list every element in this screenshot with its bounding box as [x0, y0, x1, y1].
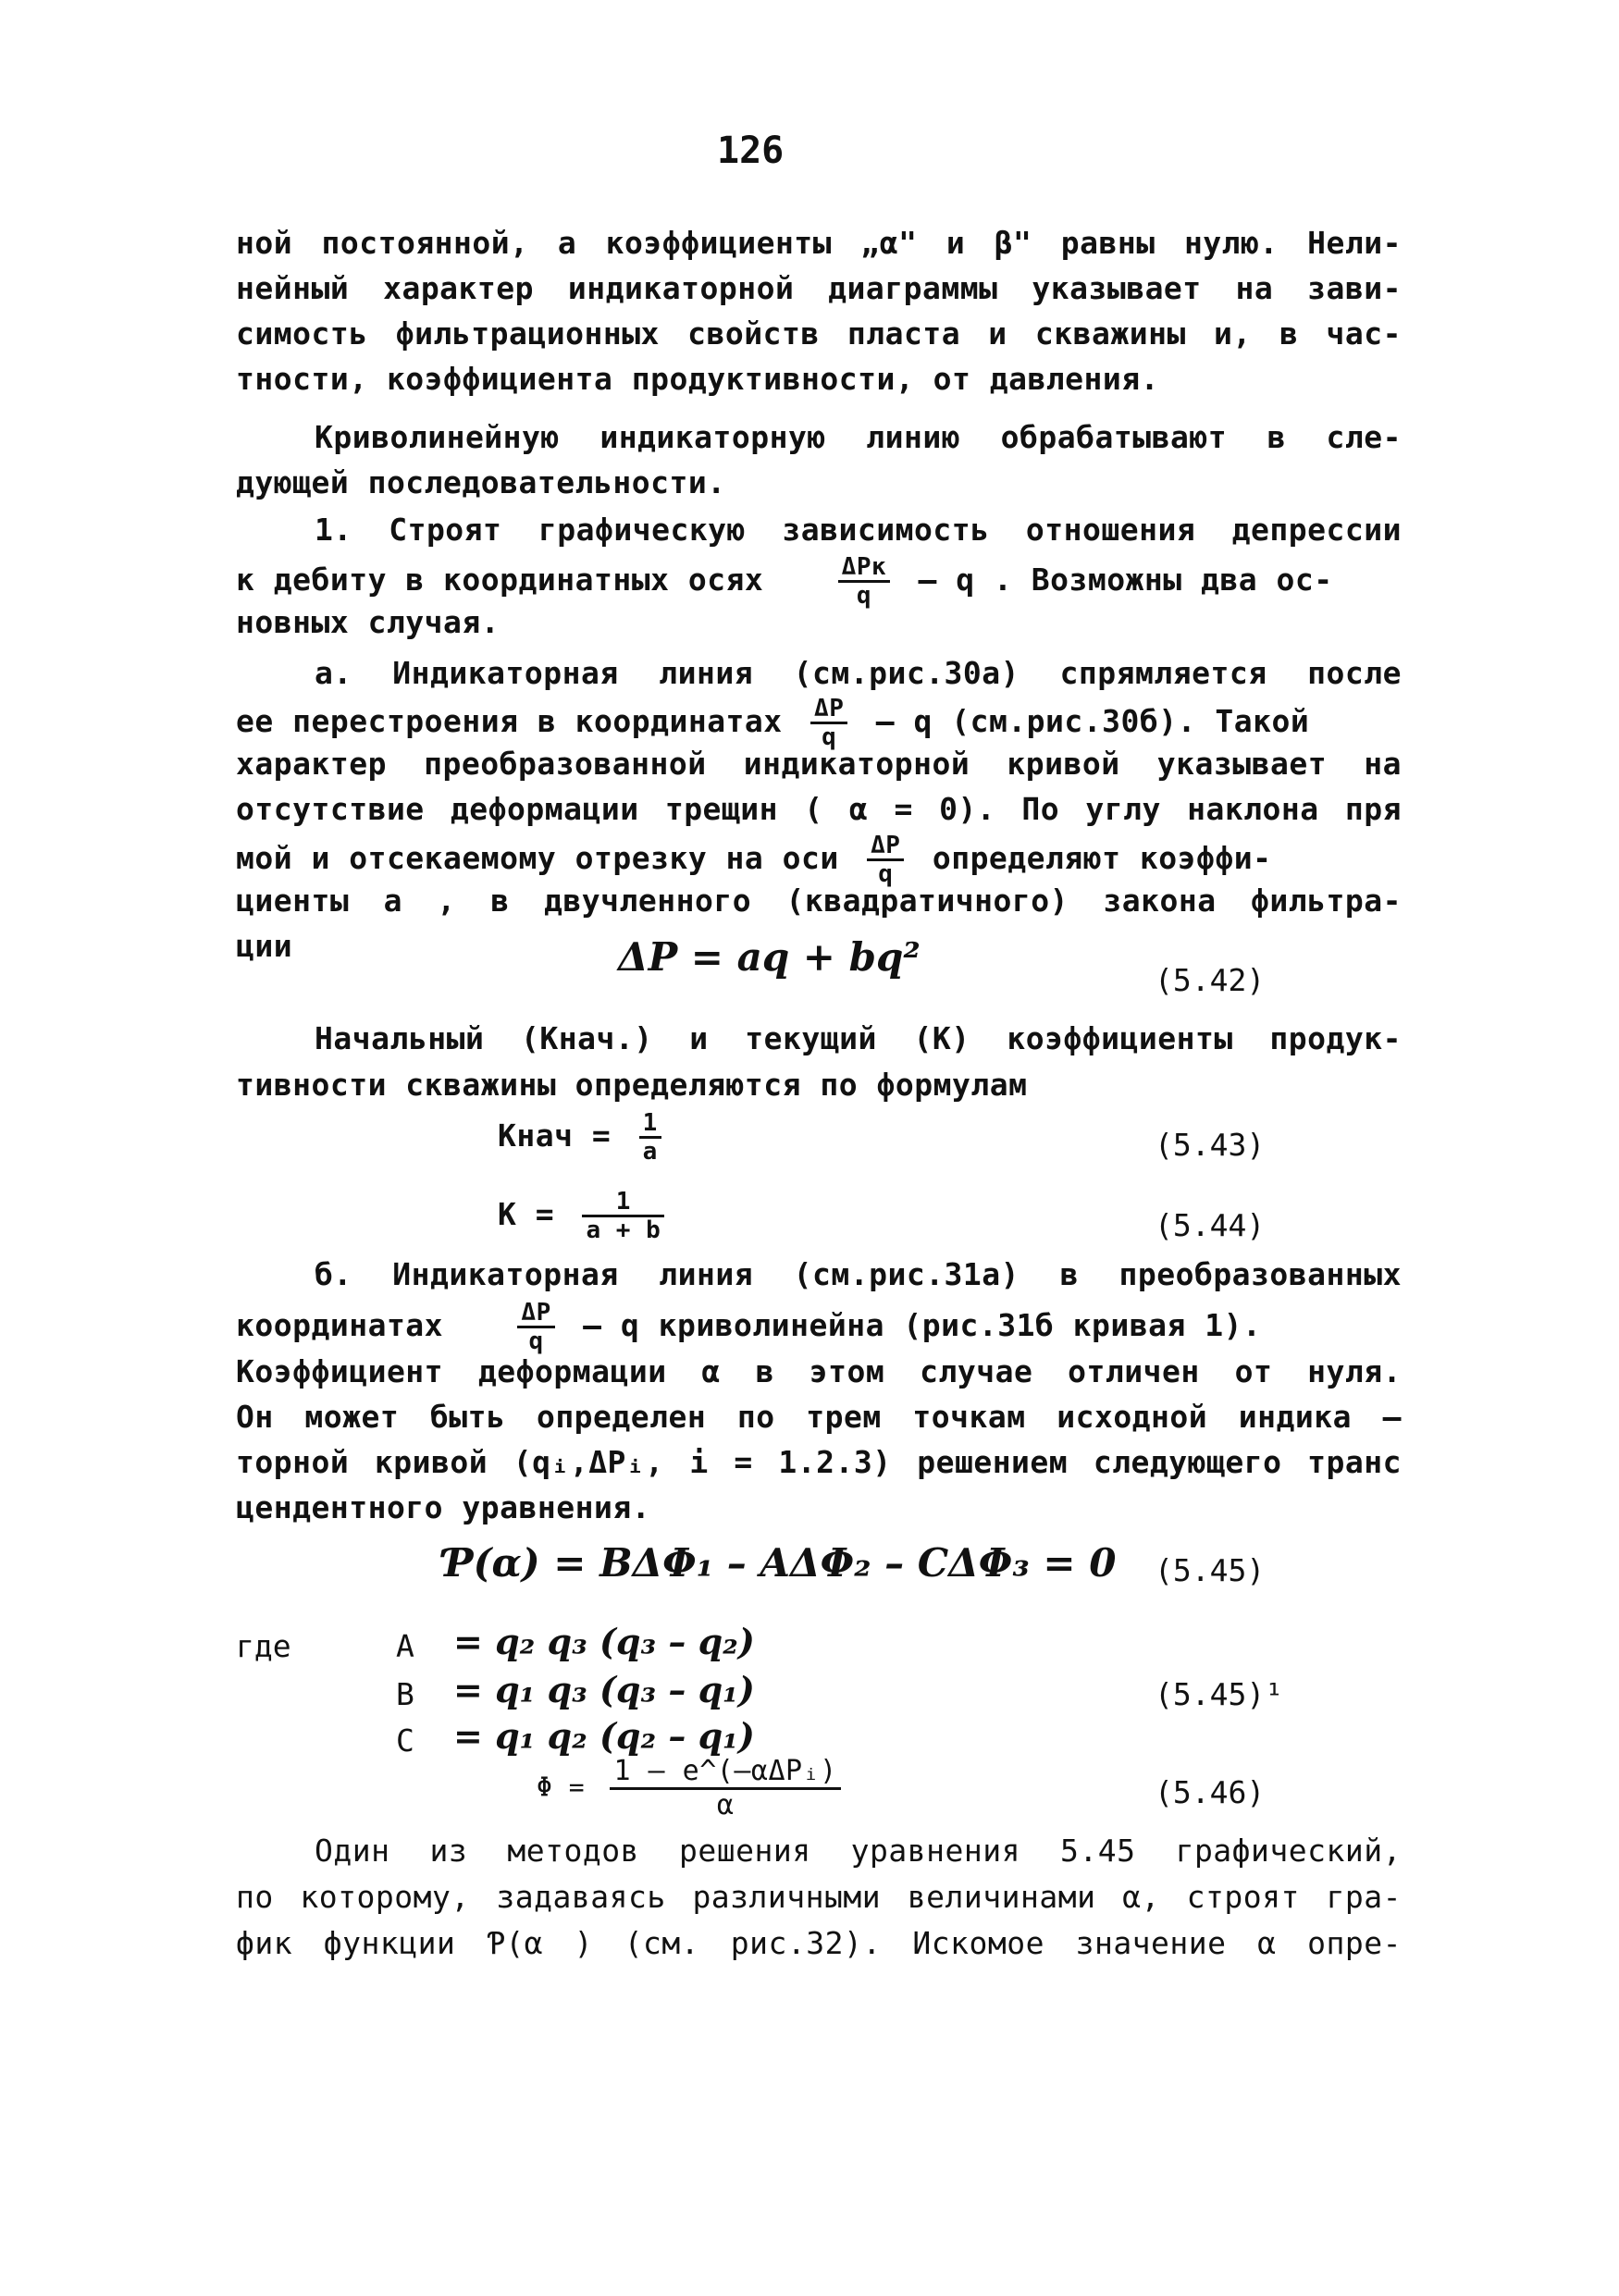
fraction-numerator: 1 – e^(–αΔPᵢ): [610, 1756, 840, 1790]
fraction-numerator: ΔP: [517, 1300, 554, 1328]
text-line: а. Индикаторная линия (см.рис.30а) спрямляется после: [315, 655, 1402, 691]
var-b-label: B: [396, 1676, 414, 1712]
text-fragment: – q (см.рис.30б). Такой: [875, 703, 1310, 739]
equation-5-42: ΔP = aq + bq²: [618, 934, 921, 980]
equation-number: (5.42): [1155, 962, 1266, 998]
text-line: Криволинейную индикаторную линию обрабатывают в сле-: [315, 419, 1402, 455]
text-fragment: координатах: [236, 1307, 444, 1343]
where-label: где: [236, 1628, 291, 1664]
text-line: ной постоянной, а коэффициенты „α" и β" равны нулю. Нели-: [236, 225, 1402, 261]
fraction-denominator: a: [642, 1138, 658, 1166]
text-line: новных случая.: [236, 604, 501, 640]
fraction-denominator: a + b: [586, 1216, 661, 1244]
text-line: Один из методов решения уравнения 5.45 графический,: [315, 1833, 1402, 1869]
fraction-denominator: q: [528, 1327, 544, 1355]
equation-number: (5.43): [1155, 1127, 1266, 1163]
text-line: Коэффициент деформации α в этом случае отличен от нуля.: [236, 1353, 1402, 1389]
text-line: ции: [236, 928, 293, 964]
var-a-label: A: [396, 1628, 414, 1664]
text-line: фик функции Ƥ(α ) (см. рис.32). Искомое значение α опре-: [236, 1925, 1402, 1961]
equation-lhs: К =: [498, 1196, 555, 1232]
equation-number: (5.45)¹: [1155, 1676, 1284, 1712]
equation-lhs: Кнач =: [498, 1117, 612, 1154]
page-number: 126: [717, 130, 785, 172]
fraction-denominator: q: [878, 860, 894, 888]
fraction-numerator: ΔPк: [838, 554, 890, 583]
text-line: дующей последовательности.: [236, 464, 726, 500]
text-fragment: – q криволинейна (рис.31б кривая 1).: [583, 1307, 1262, 1343]
text-line: цендентного уравнения.: [236, 1489, 651, 1525]
fraction-numerator: ΔP: [867, 833, 904, 861]
var-c-label: C: [396, 1722, 414, 1759]
var-b-expression: = q₁ q₃ (q₃ – q₁): [453, 1669, 755, 1710]
text-line: торной кривой (qᵢ,ΔPᵢ, i = 1.2.3) решением следующего транс: [236, 1444, 1402, 1480]
text-line: 1. Строят графическую зависимость отношения депрессии: [315, 512, 1402, 548]
text-line: характер преобразованной индикаторной кривой указывает на: [236, 746, 1402, 782]
text-line: Он может быть определен по трем точкам исходной индика –: [236, 1399, 1402, 1435]
equation-number: (5.45): [1155, 1552, 1266, 1588]
text-line: нейный характер индикаторной диаграммы указывает на зави-: [236, 270, 1402, 306]
text-line: Начальный (Кнач.) и текущий (К) коэффициенты продук-: [315, 1020, 1402, 1056]
text-fragment: определяют коэффи-: [932, 840, 1272, 876]
text-line: [236, 1300, 1402, 1354]
fraction-phi: [610, 1756, 840, 1821]
text-line: тивности скважины определяются по формулам: [236, 1067, 1028, 1103]
text-line: тности, коэффициента продуктивности, от давления.: [236, 361, 1160, 397]
text-fragment: мой и отсекаемому отрезку на оси: [236, 840, 839, 876]
text-fragment: к дебиту в координатных осях: [236, 562, 764, 598]
equation-number: (5.46): [1155, 1774, 1266, 1810]
text-line: симость фильтрационных свойств пласта и скважины и, в час-: [236, 315, 1402, 352]
text-line: б. Индикаторная линия (см.рис.31а) в преобразованных: [315, 1256, 1402, 1292]
var-c-expression: = q₁ q₂ (q₂ – q₁): [453, 1715, 755, 1757]
text-fragment: – q . Возможны два ос-: [918, 562, 1333, 598]
equation-5-43: [498, 1110, 671, 1165]
text-fragment: ее перестроения в координатах: [236, 703, 783, 739]
fraction-denominator: q: [856, 582, 871, 610]
equation-5-46: [537, 1756, 850, 1821]
text-line: циенты а , в двучленного (квадратичного) закона фильтра-: [236, 883, 1402, 919]
fraction-dp-over-q: [517, 1300, 554, 1354]
fraction-denominator: q: [822, 723, 837, 751]
fraction-numerator: 1: [582, 1189, 664, 1217]
equation-number: (5.44): [1155, 1207, 1266, 1243]
equation-lhs: Φ =: [537, 1771, 586, 1803]
text-line: отсутствие деформации трещин ( α = 0). По углу наклона пря: [236, 791, 1402, 827]
fraction-numerator: 1: [639, 1110, 661, 1139]
fraction-denominator: α: [716, 1789, 735, 1821]
fraction-numerator: ΔP: [810, 696, 847, 724]
equation-5-44: [498, 1189, 674, 1243]
fraction-1-over-a: [639, 1110, 661, 1165]
fraction-1-over-a-plus-b: [582, 1189, 664, 1243]
text-line: по которому, задаваясь различными величинами α, строят гра-: [236, 1879, 1402, 1915]
var-a-expression: = q₂ q₃ (q₃ – q₂): [453, 1621, 755, 1662]
equation-5-45: Ƥ(α) = BΔΦ₁ – AΔΦ₂ – CΔΦ₃ = 0: [444, 1540, 1117, 1586]
